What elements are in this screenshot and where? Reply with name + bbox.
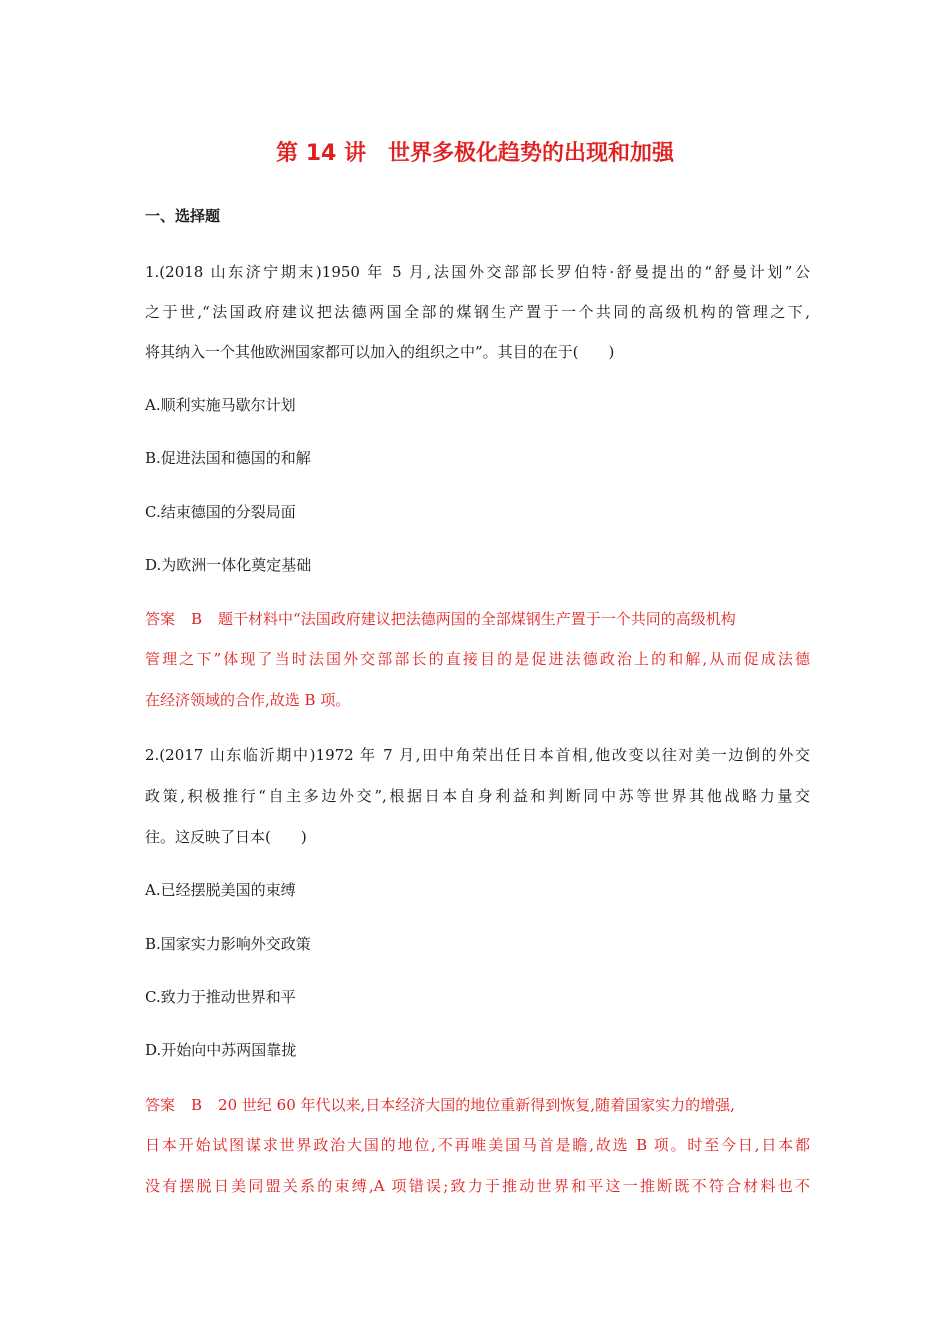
question-2-option-b: B.国家实力影响外交政策 [145,935,311,953]
question-1-option-b: B.促进法国和德国的和解 [145,449,311,467]
question-1-option-d: D.为欧洲一体化奠定基础 [145,556,312,574]
question-2-stem-line-2: 政策,积极推行“自主多边外交”,根据日本自身利益和判断同中苏等世界其他战略力量交 [145,787,810,805]
question-2-stem-line-3: 往。这反映了日本( ) [145,828,307,846]
question-2-answer-line-1 [145,1094,810,1116]
answer-choice: B [191,610,203,628]
answer-explanation-start: 题干材料中“法国政府建议把法德两国的全部煤钢生产置于一个共同的高级机构 [218,610,736,628]
question-2-answer-line-2: 日本开始试图谋求世界政治大国的地位,不再唯美国马首是瞻,故选 B 项。时至今日,日本都 [145,1136,810,1154]
question-1-answer-line-1 [145,608,810,630]
question-2-option-c: C.致力于推动世界和平 [145,988,296,1006]
question-1-option-c: C.结束德国的分裂局面 [145,503,296,521]
question-1-stem-line-2: 之于世,“法国政府建议把法德两国全部的煤钢生产置于一个共同的高级机构的管理之下, [145,303,810,321]
question-2-option-a: A.已经摆脱美国的束缚 [145,881,296,899]
answer-explanation-start: 20 世纪 60 年代以来,日本经济大国的地位重新得到恢复,随着国家实力的增强, [218,1096,735,1114]
question-2-option-d: D.开始向中苏两国靠拢 [145,1041,297,1059]
answer-label: 答案 [145,610,176,628]
question-1-answer-line-3: 在经济领域的合作,故选 B 项。 [145,691,351,709]
section-heading: 一、选择题 [145,207,221,225]
answer-choice: B [191,1096,203,1114]
question-1-stem-line-3: 将其纳入一个其他欧洲国家都可以加入的组织之中”。其目的在于( ) [145,343,615,361]
page-title: 第 14 讲 世界多极化趋势的出现和加强 [276,141,674,166]
question-1-stem-line-1: 1.(2018 山东济宁期末)1950 年 5 月,法国外交部部长罗伯特·舒曼提出的“舒曼计划”公 [145,263,810,281]
question-1-answer-line-2: 管理之下”体现了当时法国外交部部长的直接目的是促进法德政治上的和解,从而促成法德 [145,650,810,668]
answer-label: 答案 [145,1096,176,1114]
question-1-option-a: A.顺利实施马歇尔计划 [145,396,296,414]
question-2-stem-line-1: 2.(2017 山东临沂期中)1972 年 7 月,田中角荣出任日本首相,他改变以往对美一边倒的外交 [145,746,810,764]
question-2-answer-line-3: 没有摆脱日美同盟关系的束缚,A 项错误;致力于推动世界和平这一推断既不符合材料也不 [145,1177,810,1195]
